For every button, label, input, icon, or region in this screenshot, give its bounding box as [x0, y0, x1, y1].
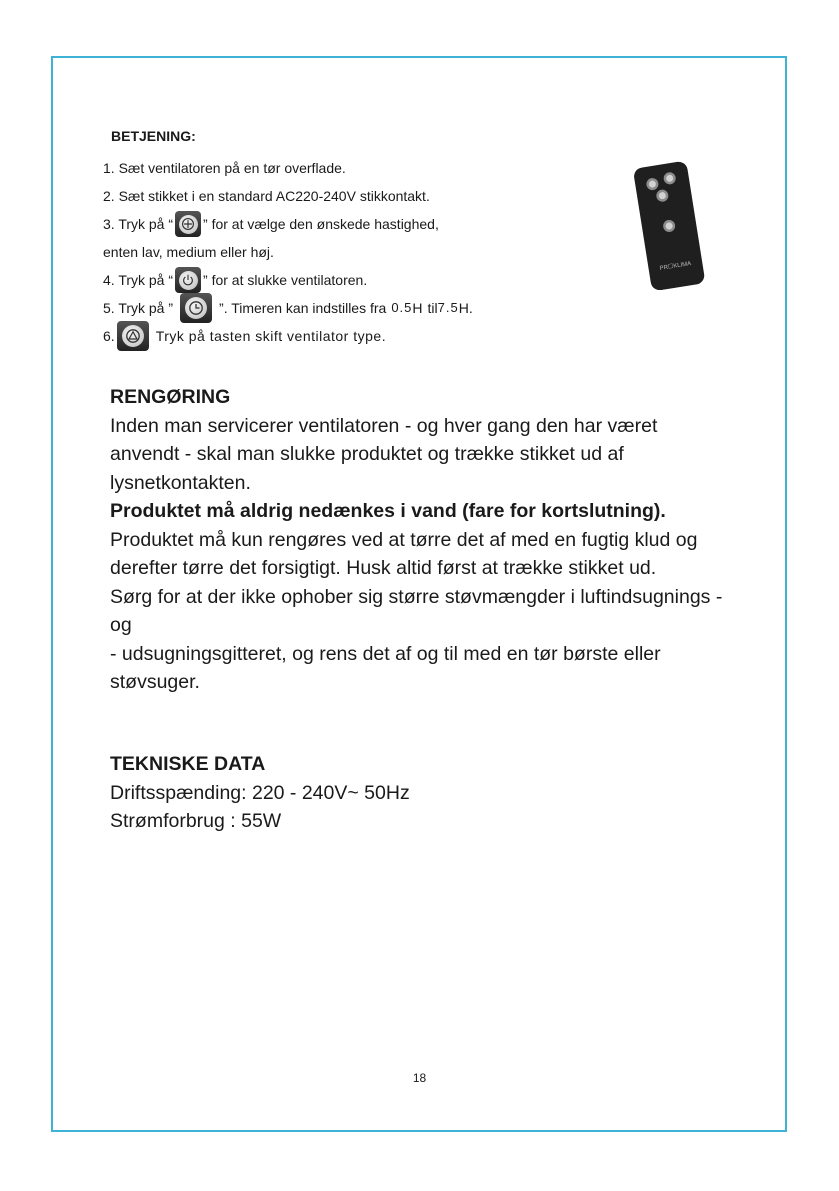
remote-brand: PR☐KLIMA — [659, 261, 692, 272]
step-6-post: Tryk på tasten skift ventilator type. — [155, 328, 387, 344]
timer-icon — [180, 293, 212, 323]
timer-max-unit: H. — [458, 300, 473, 316]
step-3-cont-text: enten lav, medium eller høj. — [103, 244, 274, 260]
operation-steps — [103, 154, 473, 350]
step-2-text: 2. Sæt stikket i en standard AC220-240V stikkontakt. — [103, 188, 430, 204]
tech-power: Strømforbrug : 55W — [110, 810, 282, 832]
step-3-continued — [103, 238, 473, 266]
step-5 — [103, 294, 473, 322]
step-4-post: ” for at slukke ventilatoren. — [203, 272, 368, 288]
step-4-pre: 4. Tryk på “ — [103, 272, 174, 288]
step-3-post: ” for at vælge den ønskede hastighed, — [203, 216, 439, 232]
timer-min-unit: H — [412, 300, 423, 316]
cleaning-paragraph-4: - udsugningsgitteret, og rens det af og til med en tør børste eller støvsuger. — [110, 642, 661, 693]
step-5-mid: ”. Timeren kan indstilles fra — [219, 300, 387, 316]
cleaning-instructions: Produktet må kun rengøres ved at tørre det af med en fugtig klud og derefter tørre det forsigtigt. Husk altid først at trække stikket ud. — [110, 528, 698, 579]
step-1 — [103, 154, 473, 182]
step-6 — [103, 322, 473, 350]
step-5-pre: 5. Tryk på ” — [103, 300, 174, 316]
step-4 — [103, 266, 473, 294]
step-3-pre: 3. Tryk på “ — [103, 216, 174, 232]
mode-icon — [117, 321, 149, 351]
step-5-til: til — [427, 300, 438, 316]
cleaning-paragraph-3: Sørg for at der ikke ophober sig større støvmængder i luftindsugnings - og — [110, 585, 723, 636]
tech-voltage: Driftsspænding: 220 - 240V~ 50Hz — [110, 781, 410, 804]
step-3 — [103, 210, 473, 238]
page-number: 18 — [412, 1071, 427, 1085]
step-6-pre: 6. — [103, 328, 115, 344]
step-2 — [103, 182, 473, 210]
cleaning-paragraph-1: Inden man servicerer ventilatoren - og hver gang den har været anvendt - skal man slukke produktet og trække stikket ud af lysnetkontakten. — [110, 414, 658, 494]
cleaning-section — [110, 383, 730, 697]
step-1-text: 1. Sæt ventilatoren på en tør overflade. — [103, 160, 346, 176]
tech-section — [110, 750, 410, 836]
cleaning-warning: Produktet må aldrig nedænkes i vand (fare for kortslutning). — [110, 500, 666, 522]
cleaning-paragraph-2 — [110, 497, 730, 583]
speed-icon — [175, 211, 201, 237]
remote-control-image — [632, 160, 706, 290]
cleaning-heading: RENGØRING — [110, 386, 231, 408]
tech-heading: TEKNISKE DATA — [110, 753, 266, 775]
operation-heading: BETJENING: — [111, 128, 196, 144]
timer-max-value: 7.5 — [437, 300, 459, 315]
power-icon — [175, 267, 201, 293]
timer-min-value: 0.5 — [391, 300, 413, 315]
